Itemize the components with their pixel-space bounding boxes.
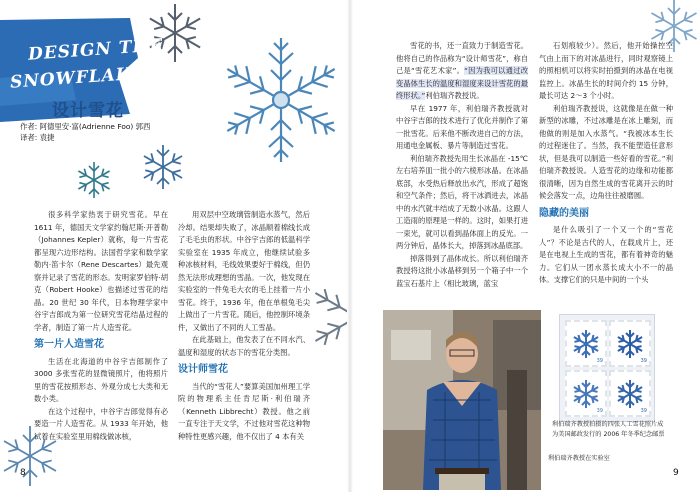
paragraph: 当代的“雪花人”要算美国加州理工学院的物理系主任肯尼斯·利伯瑞齐（Kenneth Libbrecht）教授。他之前一直专注于天文学，不过他对雪花这种物种特性更感兴趣，他不仅出了 4 本有关 xyxy=(178,381,310,441)
banner-text-line1: DESIGN THE xyxy=(27,35,165,65)
stamp-value: 39 xyxy=(640,358,647,364)
snowflake-illustration-tiny xyxy=(72,158,116,202)
paragraph: 在这个过程中，中谷宇吉郎觉得有必要造一片人造雪花。从 1933 年开始，他试着在实验室里用棉线做冰核， xyxy=(34,406,168,441)
page-gutter xyxy=(347,0,353,492)
page-number-right: 9 xyxy=(673,468,679,478)
paragraph-text: 雪花的书，还一直致力于制造雪花。他将自己的作品称为“设计师雪花”，称自己是“雪花艺术家”。 xyxy=(396,41,528,75)
paragraph-text: 利伯瑞齐教授说。 xyxy=(425,91,484,100)
stamp-value: 39 xyxy=(596,408,603,414)
left-column-1 xyxy=(34,209,168,443)
snowflake-illustration-mid xyxy=(136,140,190,194)
snowflake-illustration-large xyxy=(222,18,340,178)
paragraph: 生活在北海道的中谷宇吉郎制作了3000 多张雪花的显微镜照片，他将照片里的雪花按照形态、外观分成七大类和无数小类。 xyxy=(34,356,168,403)
photo-caption: 利伯瑞齐教授在实验室 xyxy=(548,455,610,462)
stamp xyxy=(609,370,651,417)
stamp-sheet xyxy=(559,314,655,422)
paragraph: 在此基础上，他发表了在不同水汽、温度和湿度的状态下的雪花分类图。 xyxy=(178,335,310,357)
section-heading: 隐藏的美丽 xyxy=(539,207,589,219)
author: 作者: 阿德里安·富(Adrienne Foo) 郭西 xyxy=(20,122,151,131)
translator: 译者: 袁捷 xyxy=(20,133,55,142)
paragraph xyxy=(396,40,528,103)
paragraph: 掉落得到了晶体成长。所以利伯瑞齐教授将这批小冰晶移到另一个箱子中一个蓝宝石基片上（相比玻璃，蓝宝 xyxy=(396,253,528,288)
left-column-2 xyxy=(178,209,310,443)
stamp xyxy=(565,370,607,417)
paragraph: 用双层中空玻璃管制造水蒸气，然后冷却。结果却失败了，冰晶顺着棉线长成了毛毛虫的形状。中谷宇吉郎的低温科学实验室在 1935 年成立，他继续试验多种冰核材料，毛线效果要好于棉线，但仍然无法形成理想的雪晶。一次，他发现在实验室的一件兔毛大衣的毛上挂着一片小雪花。终于，1936 年，他在单根兔毛尖上做出了一片雪花。随后，他控制环境条件，又做出了不同的人工雪晶。 xyxy=(178,210,310,332)
section-heading: 第一片人造雪花 xyxy=(34,339,104,350)
right-column-1 xyxy=(396,40,528,290)
lab-photo-illustration xyxy=(383,310,541,490)
stamp xyxy=(565,320,607,367)
paragraph: 石划痕较少）。然后，他开始操控空气由上而下的对冰晶进行，同时观察镜上的照相机可以将实时拍摄到的冰晶在电视监控上。冰晶生长的时间介约 15 分钟，最长可达 2～3 个小时。 xyxy=(539,41,673,100)
article-title: 设计雪花 xyxy=(52,101,124,121)
paragraph: 早在 1977 年，利伯瑞齐教授就对中谷宇吉郎的技术进行了优化并制作了第一批雪花。后来他不断改进自己的方法，用通电金属板、暴片等制造过雪花。 xyxy=(396,103,528,150)
paragraph: 是什么吸引了一个又一个的“雪花人”？不论是古代的人，在载成片上，还是在电视上生成的雪花，都有着神奇的魅力。它们从一团水蒸长成大小不一的晶体。支撑它们的只是中间的一个头 xyxy=(539,225,673,284)
professor-photo xyxy=(383,310,541,490)
byline xyxy=(20,121,150,143)
paragraph: 利伯瑞齐教授说，这就像是在做一种新型的冰雕，不过冰雕是在冰上雕刻，而他做的则是加入水蒸气。“我被冰本生长的过程迷住了。当然，我不能塑造任意形状，但是我可以制造一些好看的雪花。”利伯瑞齐教授说。人造雪花的边缘和功能都很清晰，因为自然生成的雪花离开云的时候会落发一点，边角往往被磨圆。 xyxy=(539,103,673,200)
section-heading: 设计师雪花 xyxy=(178,364,228,375)
right-column-2 xyxy=(539,40,673,287)
page-number-left: 8 xyxy=(20,468,26,478)
stamp-value: 39 xyxy=(596,358,603,364)
stamp-caption: 利伯瑞齐教授拍摄的四张人工雪花照片成为美国邮政发行的 2006 年冬季纪念邮票 xyxy=(552,421,665,438)
stamp-value: 39 xyxy=(640,408,647,414)
paragraph: 很多科学家热衷于研究雪花。早在1611 年，德国天文学家约翰尼斯·开普勒（Johannes Kepler）就称，每一片雪花都呈现六边形结构。法国哲学家和数学家勒内·笛卡尔（Rene Descartes）最先观察并记录了雪花的形态。发明家罗伯特·胡克（Robert Hooke）也描述过雪花的结晶。20 世纪 30 年代，日本物理学家中谷宇吉郎成为第一位研究雪花结晶过程的学者，制造了第一片人造雪花。 xyxy=(34,210,168,332)
stamp xyxy=(609,320,651,367)
banner-text-line2: SNOWFLAKE xyxy=(9,63,147,93)
paragraph: 利伯瑞齐教授先用生长冰晶在 -15℃左右培养皿一批小的六棱形冰晶。在冰晶底部，水受热后释放出水汽，形成了超饱和空气条件；然后，将干冰洒进去，冰晶中的水汽就丰结成了无数小冰晶。这跟人工造雨的原理是一样的。这时，如果打进一束光，就可以看到晶体面上的反光。一两分钟后，晶体长大，掉落到冰晶底部。 xyxy=(396,153,528,250)
highlighted-quote: “因为我可以通过改变晶体生长的温度和湿度来设计雪花的最终形状。” xyxy=(396,66,529,100)
